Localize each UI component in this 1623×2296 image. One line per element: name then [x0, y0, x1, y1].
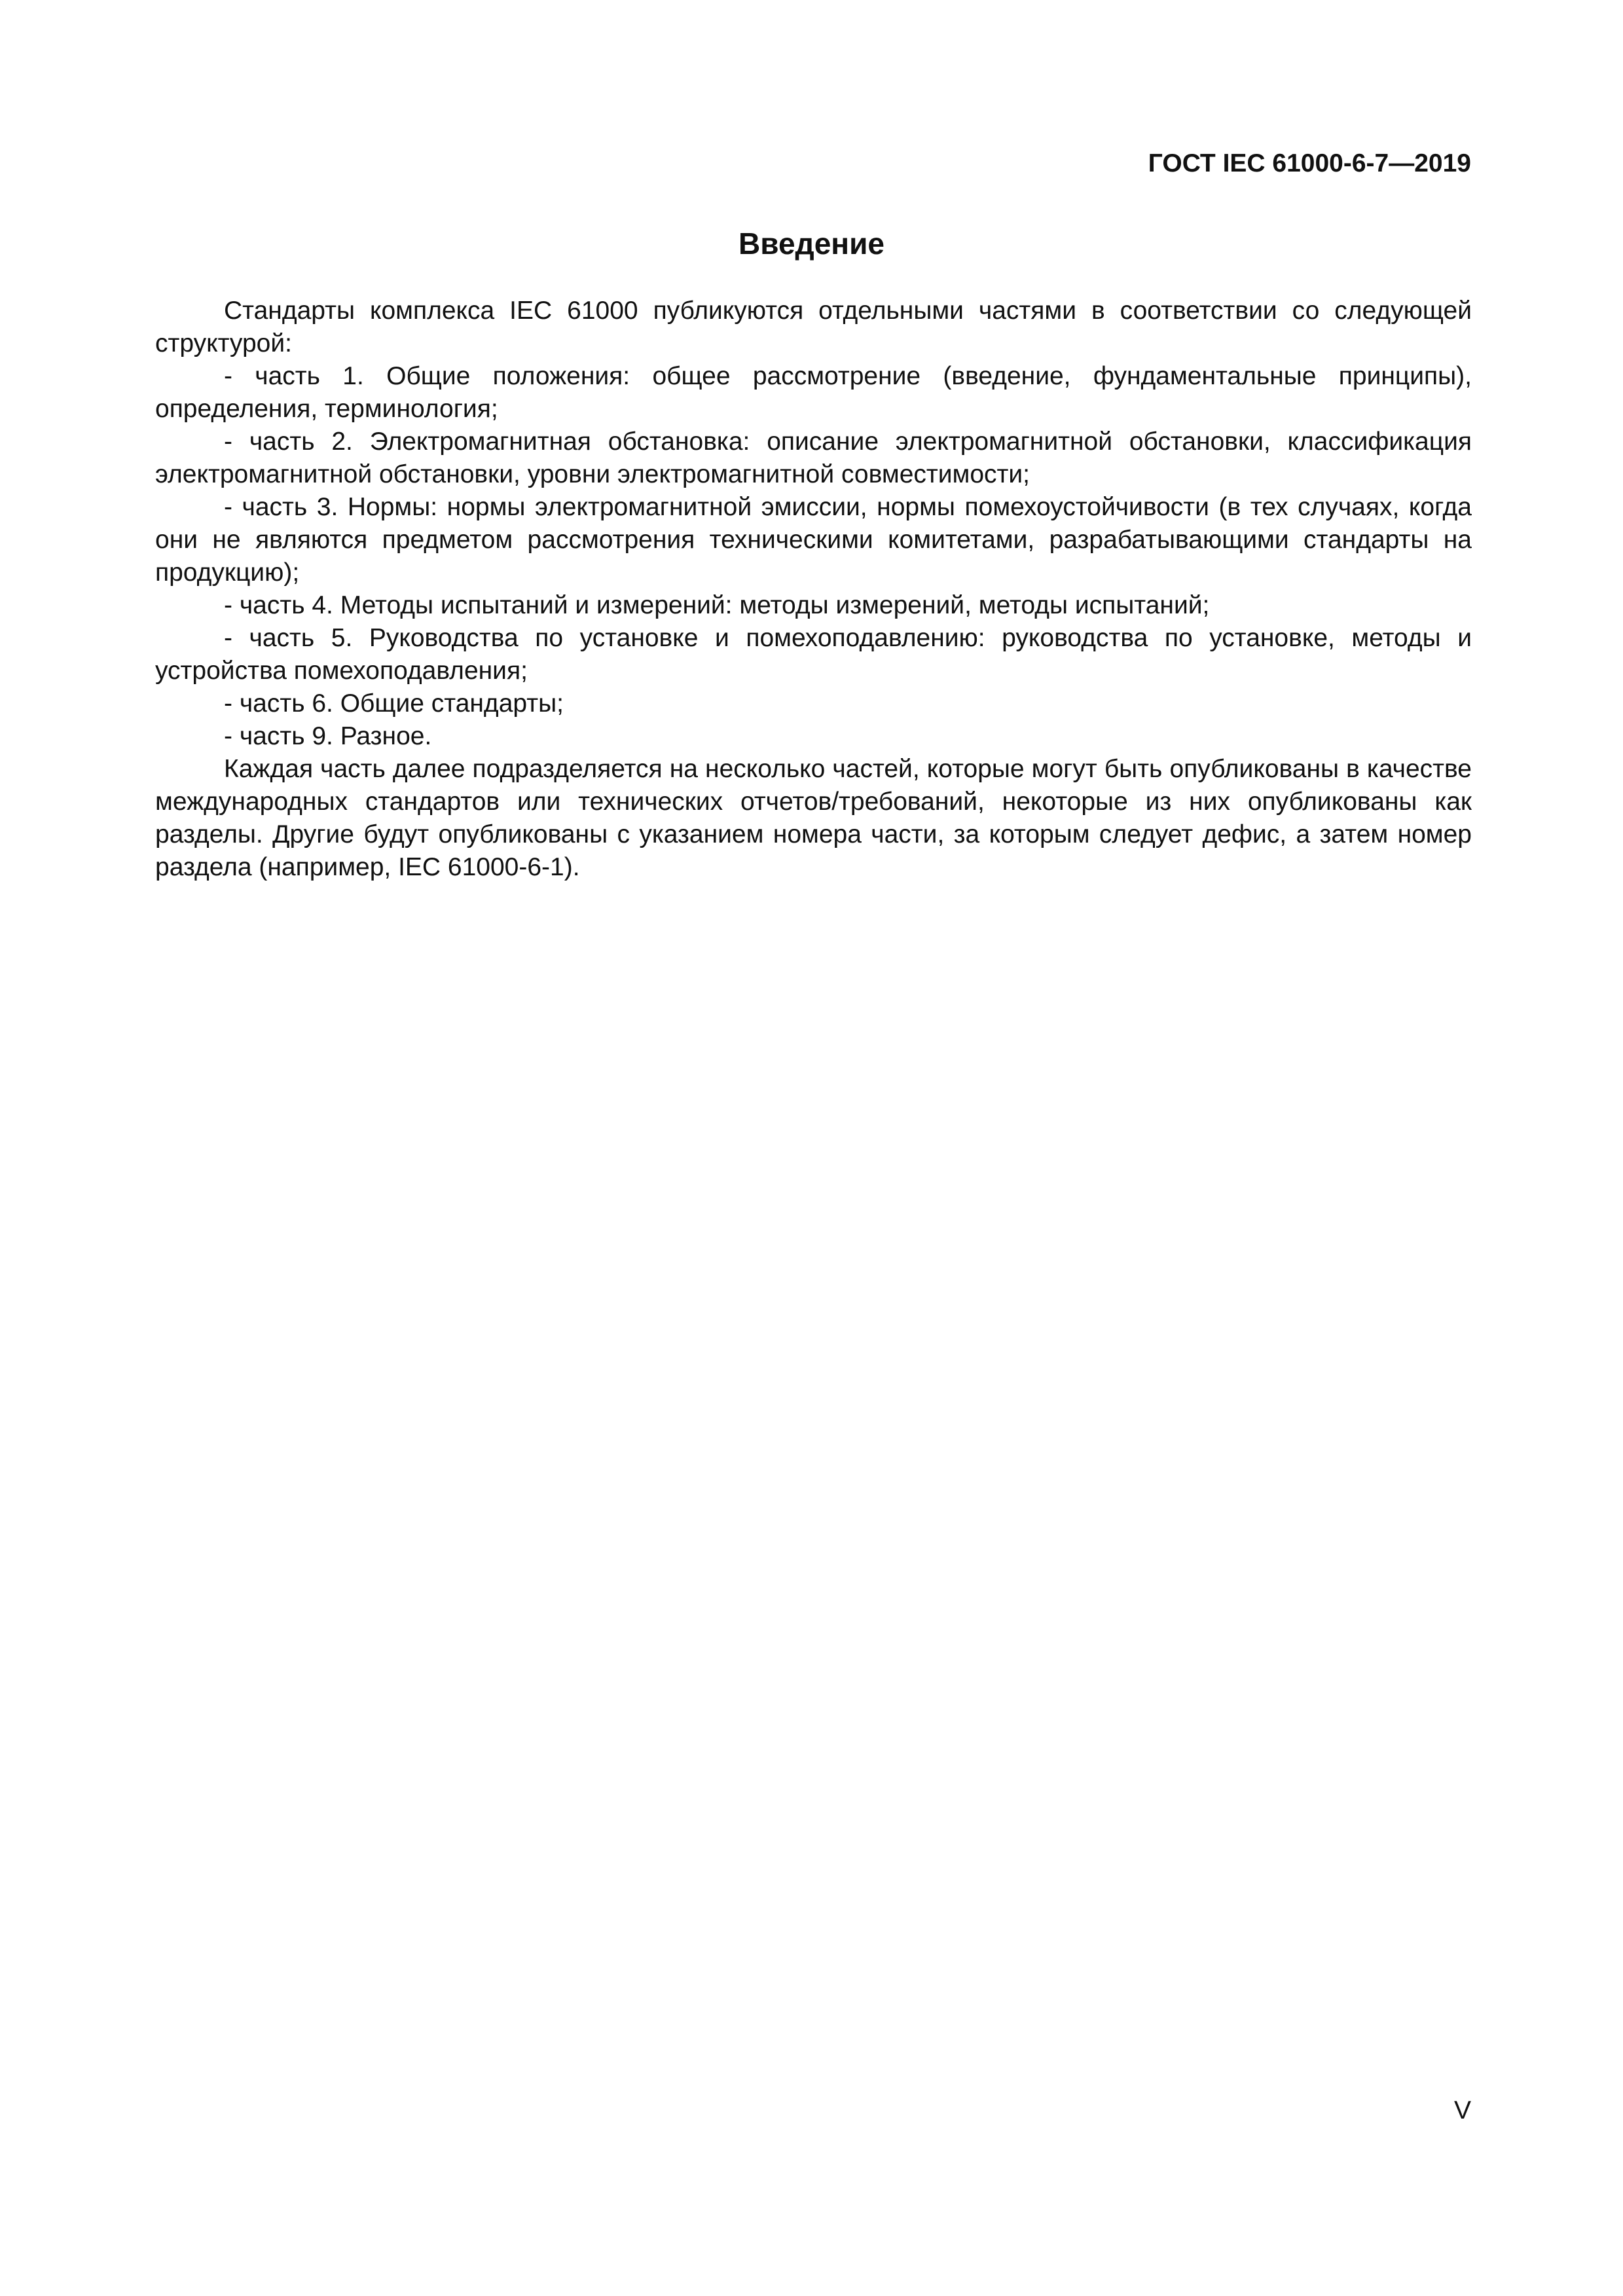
- section-title: Введение: [739, 227, 884, 261]
- list-item-part-4: - часть 4. Методы испытаний и измерений: методы измерений, методы испытаний;: [224, 591, 1210, 619]
- document-code: ГОСТ IEC 61000-6-7—2019: [1148, 149, 1471, 177]
- list-item-part-3: - часть 3. Нормы: нормы электромагнитной эмиссии, нормы помехоустойчивости (в тех случаях, когда они не являются предметом рассмотрения техническими комитетами, разрабатывающими стандарты на продукцию);: [155, 493, 1472, 587]
- list-item-part-6: - часть 6. Общие стандарты;: [224, 689, 564, 718]
- paragraph-intro: Стандарты комплекса IEC 61000 публикуются отдельными частями в соответствии со следующей структурой:: [155, 297, 1472, 357]
- list-item-part-9: - часть 9. Разное.: [224, 722, 432, 750]
- list-item-part-2: - часть 2. Электромагнитная обстановка: описание электромагнитной обстановки, классификация электромагнитной обстановки, уровни электромагнитной совместимости;: [155, 428, 1472, 488]
- list-item-part-1: - часть 1. Общие положения: общее рассмотрение (введение, фундаментальные принципы), определения, терминология;: [155, 362, 1472, 423]
- list-item-part-5: - часть 5. Руководства по установке и помехоподавлению: руководства по установке, методы и устройства помехоподавления;: [155, 624, 1472, 685]
- body-text: [155, 295, 1472, 884]
- paragraph-conclusion: Каждая часть далее подразделяется на несколько частей, которые могут быть опубликованы в качестве международных стандартов или технических отчетов/требований, некоторые из них опубликованы как разделы. Другие будут опубликованы с указанием номера части, за которым следует дефис, а затем номер раздела (например, IEC 61000-6-1).: [155, 755, 1472, 881]
- page-number: V: [1453, 2096, 1471, 2124]
